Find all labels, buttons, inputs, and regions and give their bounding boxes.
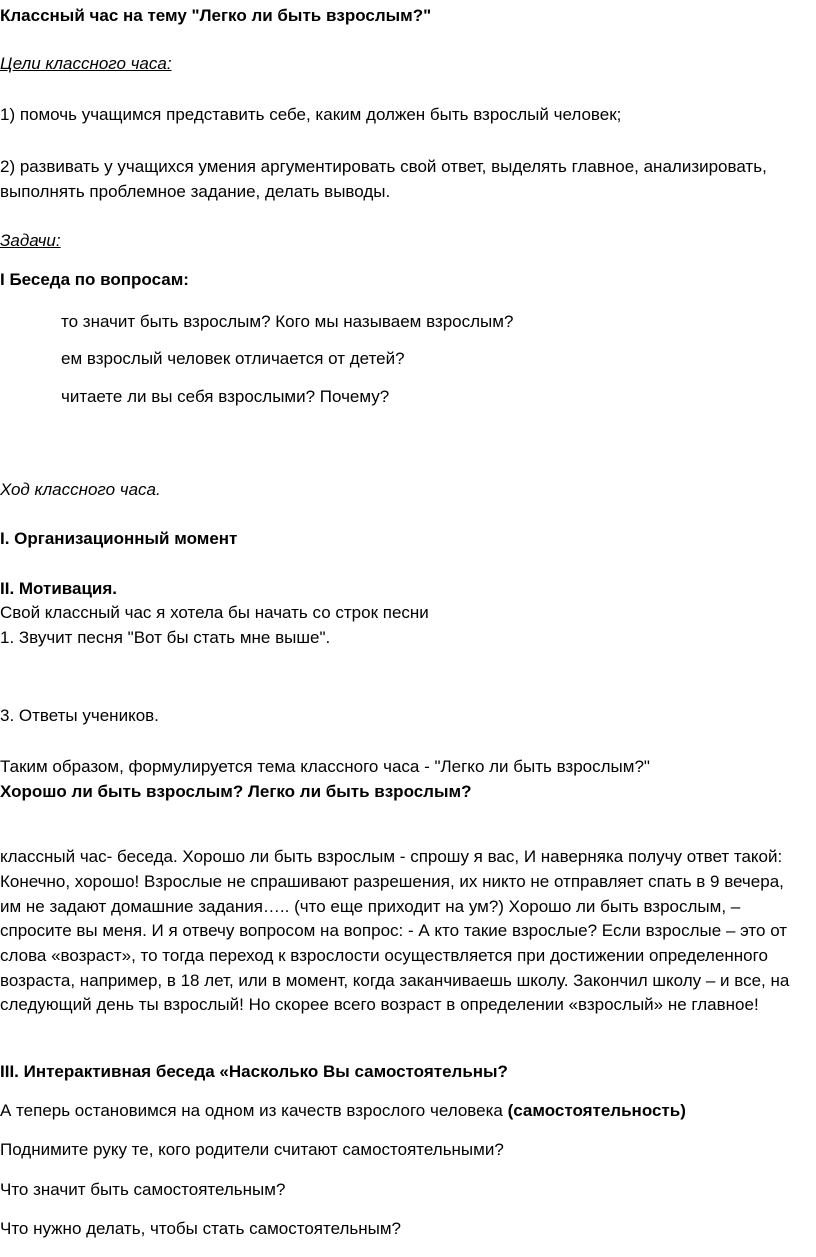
question-item: ем взрослый человек отличается от детей? xyxy=(61,349,405,368)
interactive-line xyxy=(0,1099,686,1123)
talk-line: слова «возраст», то тогда переход к взрослости осуществляется при достижении определенного xyxy=(0,946,768,965)
talk-line: спросите вы меня. И я отвечу вопросом на вопрос: - А кто такие взрослые? Если взрослые – это от xyxy=(0,921,788,940)
topic-line: Таким образом, формулируется тема классного часа - "Легко ли быть взрослым?" xyxy=(0,757,650,776)
document-title: Классный час на тему "Легко ли быть взрослым?" xyxy=(0,6,432,25)
goals-heading: Цели классного часа: xyxy=(0,54,172,73)
topic-bold-line: Хорошо ли быть взрослым? Легко ли быть взрослым? xyxy=(0,782,472,801)
goal-2-line-2: выполнять проблемное задание, делать выводы. xyxy=(0,182,391,201)
talk-line: следующий день ты взрослый! Но скорее всего возраст в определении «взрослый» не главное! xyxy=(0,995,759,1014)
tasks-heading: Задачи: xyxy=(0,231,61,250)
answers-line: 3. Ответы учеников. xyxy=(0,706,159,725)
interactive-line-text: А теперь остановимся на одном из качеств взрослого человека xyxy=(0,1101,508,1120)
section-organizational: I. Организационный момент xyxy=(0,529,238,548)
talk-line: им не задают домашние задания….. (что еще приходит на ум?) Хорошо ли быть взрослым, – xyxy=(0,897,741,916)
goal-2-line-1: 2) развивать у учащихся умения аргументировать свой ответ, выделять главное, анализировать, xyxy=(0,157,767,176)
goal-1: 1) помочь учащимся представить себе, каким должен быть взрослый человек; xyxy=(0,105,622,124)
question-item: то значит быть взрослым? Кого мы называем взрослым? xyxy=(61,312,514,331)
motivation-line-1: Свой классный час я хотела бы начать со строк песни xyxy=(0,603,429,622)
course-heading: Ход классного часа. xyxy=(0,480,161,499)
section-interactive: III. Интерактивная беседа «Насколько Вы самостоятельны? xyxy=(0,1062,508,1081)
interactive-line-bold: (самостоятельность) xyxy=(507,1101,686,1120)
interactive-question: Поднимите руку те, кого родители считают самостоятельными? xyxy=(0,1140,504,1159)
conversation-heading: I Беседа по вопросам: xyxy=(0,270,189,289)
interactive-question: Что нужно делать, чтобы стать самостоятельным? xyxy=(0,1219,402,1238)
talk-line: возраста, например, в 18 лет, или в момент, когда заканчиваешь школу. Закончил школу – и все, на xyxy=(0,971,790,990)
interactive-question: Что значит быть самостоятельным? xyxy=(0,1180,286,1199)
motivation-line-2: 1. Звучит песня "Вот бы стать мне выше". xyxy=(0,628,331,647)
talk-line: классный час- беседа. Хорошо ли быть взрослым - спрошу я вас, И наверняка получу ответ такой: xyxy=(0,847,783,866)
talk-line: Конечно, хорошо! Взрослые не спрашивают разрешения, их никто не отправляет спать в 9 вечера, xyxy=(0,872,784,891)
section-motivation: II. Мотивация. xyxy=(0,579,118,598)
question-item: читаете ли вы себя взрослыми? Почему? xyxy=(61,387,390,406)
